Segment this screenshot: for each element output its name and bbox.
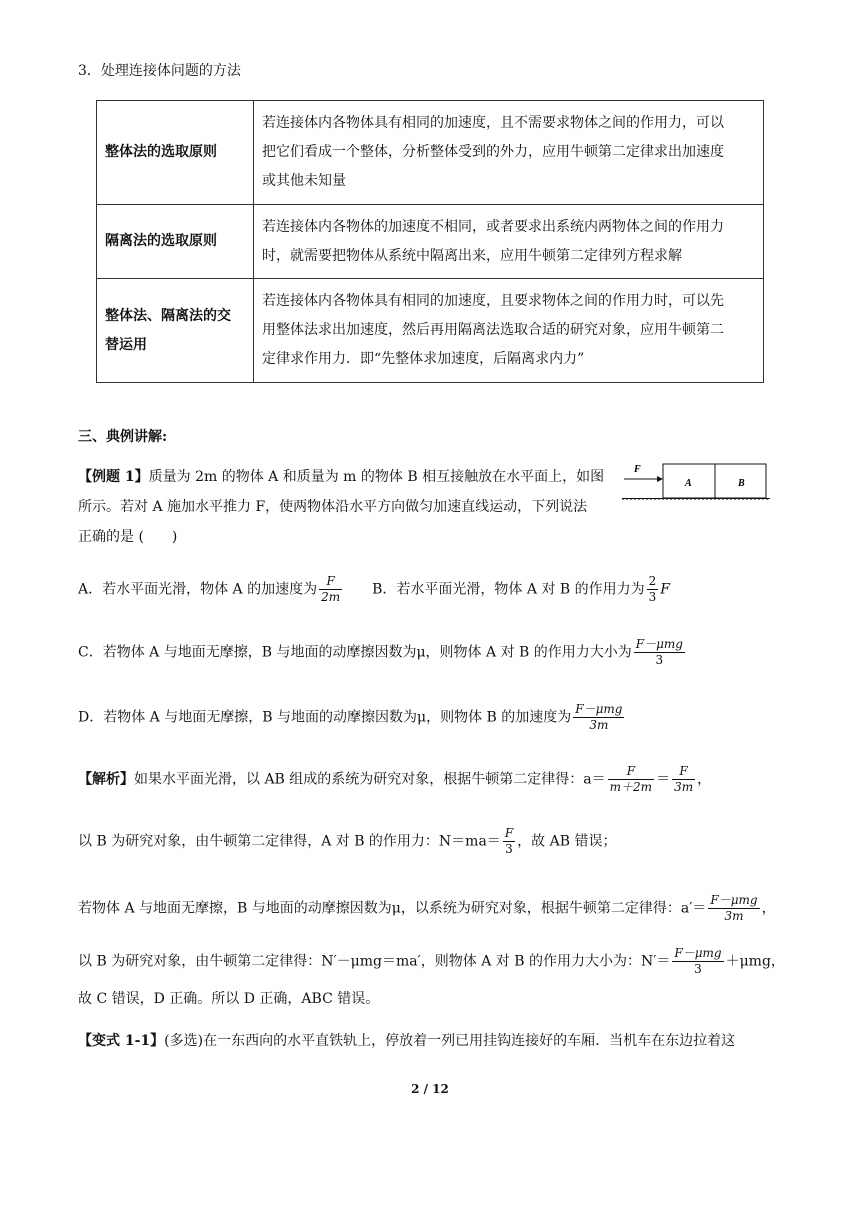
fraction: $\frac{\text{F－μmg}}{3m}$ bbox=[710, 893, 758, 923]
example-label: 【例题 1】 bbox=[78, 469, 149, 485]
fraction: $\frac{F}{3}$ bbox=[504, 826, 514, 856]
analysis-label: 【解析】 bbox=[78, 771, 134, 788]
option-c: C．若物体 A 与地面无摩擦，B 与地面的动摩擦因数为μ，则物体 A 对 B 的作用力大小为 $\frac{\text{F－μmg}}{3}$ bbox=[78, 637, 683, 667]
block-a-label: A bbox=[685, 478, 692, 489]
example-text: 质量为 2m 的物体 A 和质量为 m 的物体 B 相互接触放在水平面上，如图 bbox=[148, 469, 605, 485]
analysis-line-2: 以 B 为研究对象，由牛顿第二定律得，A 对 B 的作用力：N＝ma＝ $\frac{F}{3}$ ，故 AB 错误； bbox=[78, 826, 617, 856]
fraction: $\frac{\text{F－μmg}}{3}$ bbox=[674, 946, 722, 976]
methods-table bbox=[96, 100, 764, 383]
table-row-desc: 若连接体内各物体具有相同的加速度，且要求物体之间的作用力时，可以先 用整体法求出加速度，然后再用隔离法选取合适的研究对象，应用牛顿第二 定律求作用力．即“先整体求加速度，后隔离求内力” bbox=[254, 279, 764, 383]
fraction: $\frac{F}{m+2m}$ bbox=[609, 764, 653, 794]
blocks-figure bbox=[620, 458, 770, 500]
analysis-line-5: 故 C 错误，D 正确。所以 D 正确，ABC 错误。 bbox=[78, 991, 380, 1007]
analysis-line-4: 以 B 为研究对象，由牛顿第二定律得：N′－μmg＝ma′，则物体 A 对 B 的作用力大小为：N′＝ $\frac{\text{F－μmg}}{3}$ ＋μmg， bbox=[78, 946, 785, 976]
fraction: $\frac{2}{3}$ bbox=[648, 574, 657, 604]
table-row-name: 整体法的选取原则 bbox=[97, 101, 254, 205]
option-a: A．若水平面光滑，物体 A 的加速度为 bbox=[78, 581, 318, 598]
table-row-name: 整体法、隔离法的交 替运用 bbox=[97, 279, 254, 383]
arrow-head-icon bbox=[657, 476, 663, 482]
example-text: 正确的是 ( ) bbox=[78, 529, 178, 545]
table-row-desc: 若连接体内各物体具有相同的加速度，且不需要求物体之间的作用力，可以 把它们看成一个整体，分析整体受到的外力，应用牛顿第二定律求出加速度 或其他未知量 bbox=[254, 101, 764, 205]
table-row-name: 隔离法的选取原则 bbox=[97, 205, 254, 279]
block-b-label: B bbox=[738, 478, 745, 489]
table-row bbox=[97, 279, 764, 383]
table-row bbox=[97, 205, 764, 279]
variant-label: 【变式 1-1】 bbox=[78, 1033, 165, 1049]
option-b: B．若水平面光滑，物体 A 对 B 的作用力为 bbox=[372, 581, 645, 598]
analysis-line-3: 若物体 A 与地面无摩擦，B 与地面的动摩擦因数为μ，以系统为研究对象，根据牛顿第二定律得：a′＝ $\frac{\text{F－μmg}}{3m}$ ， bbox=[78, 893, 776, 923]
page-number: 2 / 12 bbox=[411, 1082, 449, 1096]
variant-problem: 【变式 1-1】(多选)在一东西向的水平直铁轨上，停放着一列已用挂钩连接好的车厢．当机车在东边拉着这 bbox=[78, 1033, 736, 1049]
example-text: 所示。若对 A 施加水平推力 F，使两物体沿水平方向做匀加速直线运动，下列说法 bbox=[78, 499, 588, 515]
fraction: $\frac{F}{2m}$ bbox=[321, 574, 341, 604]
option-a-b: A．若水平面光滑，物体 A 的加速度为 $\frac{F}{2m}$ B．若水平面光滑，物体 A 对 B 的作用力为 $\frac{2}{3}$ F bbox=[78, 574, 670, 604]
section-3-title: 3．处理连接体问题的方法 bbox=[78, 63, 241, 79]
table-row-desc: 若连接体内各物体的加速度不相同，或者要求出系统内两物体之间的作用力 时，就需要把物体从系统中隔离出来，应用牛顿第二定律列方程求解 bbox=[254, 205, 764, 279]
fraction: $\frac{\text{F－μmg}}{3}$ bbox=[635, 637, 683, 667]
table-row bbox=[97, 101, 764, 205]
fraction: $\frac{\text{F－μmg}}{3m}$ bbox=[575, 702, 623, 732]
section-title: 三、典例讲解: bbox=[78, 429, 168, 445]
example-problem bbox=[78, 462, 612, 552]
analysis-line-1: 【解析】如果水平面光滑，以 AB 组成的系统为研究对象，根据牛顿第二定律得：a＝ $\frac{F}{m+2m}$ ＝ $\frac{F}{3m}$ ， bbox=[78, 764, 712, 794]
fraction: $\frac{F}{3m}$ bbox=[674, 764, 694, 794]
option-d: D．若物体 A 与地面无摩擦，B 与地面的动摩擦因数为μ，则物体 B 的加速度为 $\frac{\text{F－μmg}}{3m}$ bbox=[78, 702, 623, 732]
force-label: F bbox=[634, 464, 641, 475]
